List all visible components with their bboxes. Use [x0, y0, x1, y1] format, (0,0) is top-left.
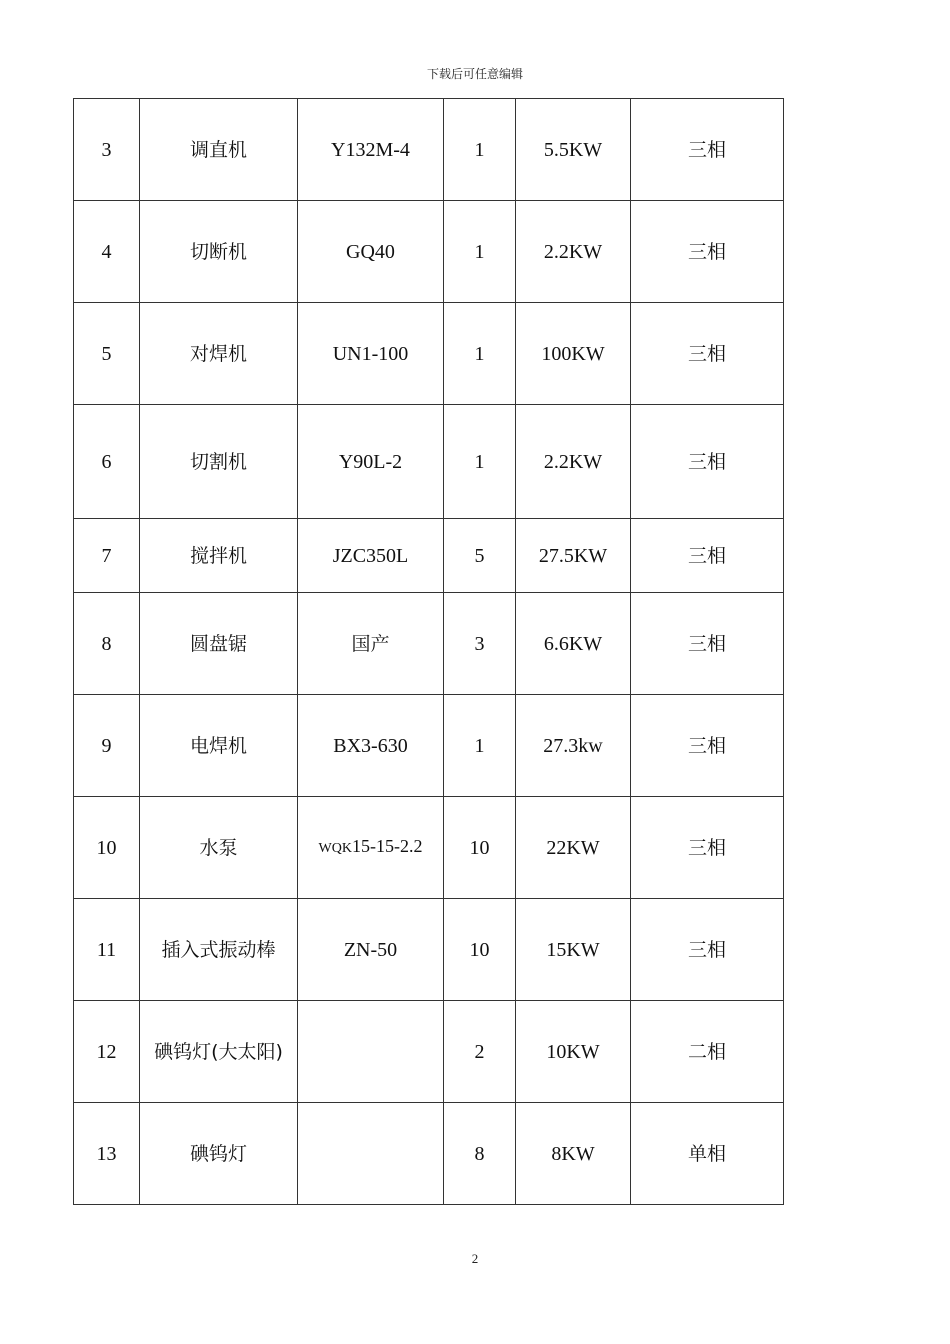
equipment-model: 国产: [298, 593, 444, 695]
row-number: 12: [74, 1001, 140, 1103]
equipment-model: ZN-50: [298, 899, 444, 1001]
equipment-power: 8KW: [516, 1103, 631, 1205]
equipment-model: [298, 1001, 444, 1103]
equipment-name: 电焊机: [140, 695, 298, 797]
equipment-phase: 三相: [631, 99, 784, 201]
equipment-name: 水泵: [140, 797, 298, 899]
equipment-phase: 三相: [631, 405, 784, 519]
equipment-quantity: 1: [444, 201, 516, 303]
equipment-quantity: 10: [444, 899, 516, 1001]
equipment-phase: 三相: [631, 519, 784, 593]
equipment-phase: 单相: [631, 1103, 784, 1205]
equipment-phase: 三相: [631, 303, 784, 405]
equipment-quantity: 1: [444, 405, 516, 519]
table-row: [74, 1001, 784, 1103]
row-number: 4: [74, 201, 140, 303]
equipment-name: 对焊机: [140, 303, 298, 405]
equipment-name: 插入式振动棒: [140, 899, 298, 1001]
equipment-quantity: 1: [444, 695, 516, 797]
equipment-model: BX3-630: [298, 695, 444, 797]
equipment-power: 6.6KW: [516, 593, 631, 695]
equipment-model: JZC350L: [298, 519, 444, 593]
row-number: 13: [74, 1103, 140, 1205]
equipment-quantity: 8: [444, 1103, 516, 1205]
row-number: 11: [74, 899, 140, 1001]
equipment-phase: 三相: [631, 695, 784, 797]
model-prefix: WQK: [318, 841, 352, 856]
equipment-model: Y90L-2: [298, 405, 444, 519]
row-number: 9: [74, 695, 140, 797]
row-number: 6: [74, 405, 140, 519]
table-row: [74, 899, 784, 1001]
equipment-phase: 三相: [631, 593, 784, 695]
table-row: [74, 797, 784, 899]
equipment-name: 搅拌机: [140, 519, 298, 593]
page-number: 2: [471, 1251, 479, 1266]
row-number: 5: [74, 303, 140, 405]
equipment-model: UN1-100: [298, 303, 444, 405]
table-row: [74, 201, 784, 303]
equipment-name: 切断机: [140, 201, 298, 303]
equipment-phase: 三相: [631, 797, 784, 899]
table-row: [74, 519, 784, 593]
equipment-quantity: 1: [444, 303, 516, 405]
table-row: [74, 1103, 784, 1205]
table-row: [74, 303, 784, 405]
equipment-phase: 三相: [631, 201, 784, 303]
equipment-name: 调直机: [140, 99, 298, 201]
row-number: 10: [74, 797, 140, 899]
row-number: 3: [74, 99, 140, 201]
model-suffix: 15-15-2.2: [351, 836, 423, 856]
equipment-power: 15KW: [516, 899, 631, 1001]
equipment-model: GQ40: [298, 201, 444, 303]
table-row: [74, 99, 784, 201]
equipment-power: 27.3kw: [516, 695, 631, 797]
page-header: 下载后可任意编辑: [426, 67, 523, 81]
table-row: [74, 405, 784, 519]
equipment-model: [298, 797, 444, 899]
equipment-power: 10KW: [516, 1001, 631, 1103]
row-number: 7: [74, 519, 140, 593]
equipment-power: 22KW: [516, 797, 631, 899]
equipment-power: 2.2KW: [516, 201, 631, 303]
equipment-quantity: 5: [444, 519, 516, 593]
equipment-name: 碘钨灯(大太阳): [140, 1001, 298, 1103]
equipment-name: 圆盘锯: [140, 593, 298, 695]
equipment-quantity: 2: [444, 1001, 516, 1103]
equipment-name: 碘钨灯: [140, 1103, 298, 1205]
equipment-quantity: 1: [444, 99, 516, 201]
table-row: [74, 695, 784, 797]
table-row: [74, 593, 784, 695]
equipment-power: 2.2KW: [516, 405, 631, 519]
equipment-quantity: 3: [444, 593, 516, 695]
equipment-power: 27.5KW: [516, 519, 631, 593]
equipment-table: [73, 98, 784, 1205]
equipment-model: Y132M-4: [298, 99, 444, 201]
equipment-phase: 二相: [631, 1001, 784, 1103]
equipment-phase: 三相: [631, 899, 784, 1001]
equipment-quantity: 10: [444, 797, 516, 899]
row-number: 8: [74, 593, 140, 695]
equipment-name: 切割机: [140, 405, 298, 519]
equipment-power: 100KW: [516, 303, 631, 405]
equipment-power: 5.5KW: [516, 99, 631, 201]
equipment-model: [298, 1103, 444, 1205]
